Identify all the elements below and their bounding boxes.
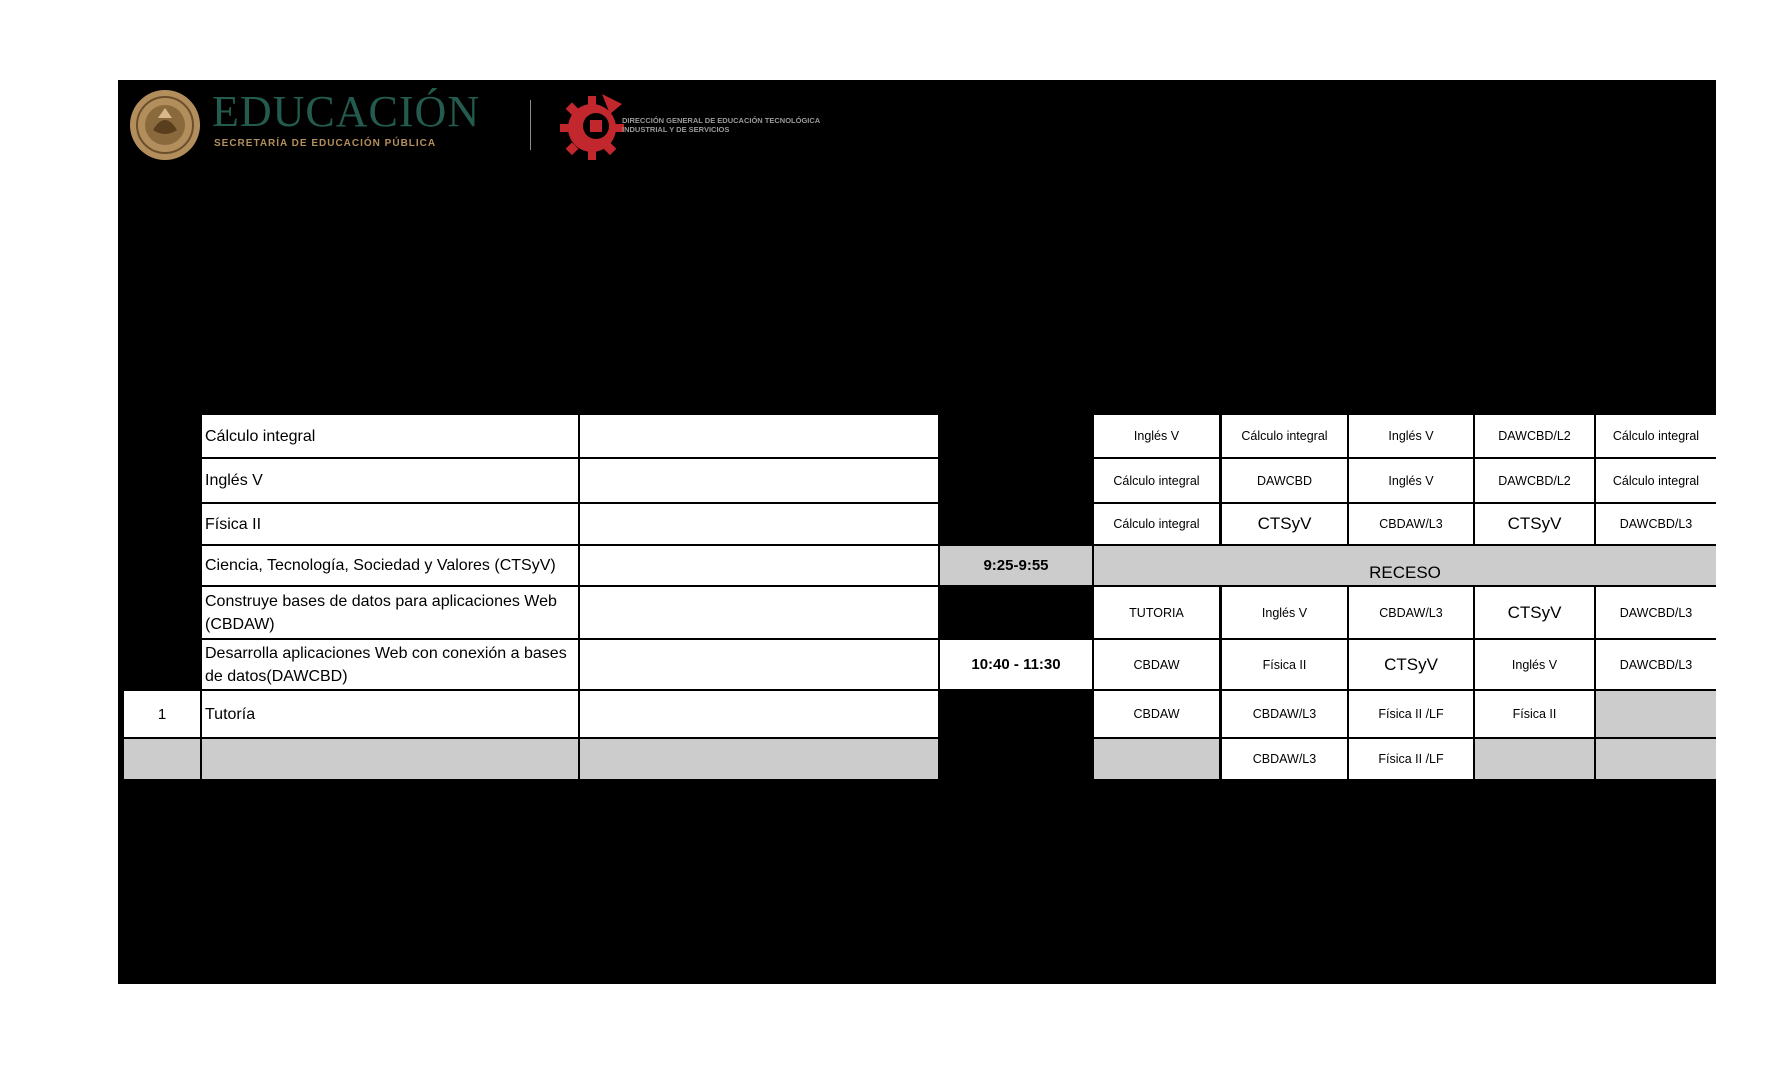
subject-teacher-cell [580,587,938,638]
schedule-cell [1475,739,1594,779]
schedule-cell: Física II /LF [1349,691,1473,737]
dgeti-gear-icon [560,90,626,160]
subject-teacher-cell [580,739,938,779]
subject-name: Tutoría [202,691,578,737]
schedule-cell: Inglés V [1349,459,1473,502]
schedule-cell: Física II [1222,640,1347,689]
schedule-cell: DAWCBD/L3 [1596,640,1716,689]
schedule-cell: Inglés V [1094,415,1219,457]
schedule-cell: Inglés V [1349,415,1473,457]
schedule-cell: Cálculo integral [1596,459,1716,502]
schedule-cell [1596,691,1716,737]
schedule-cell: CBDAW/L3 [1222,691,1347,737]
schedule-cell: Física II [1475,691,1594,737]
subject-teacher-cell [580,504,938,544]
schedule-cell [1596,739,1716,779]
subject-teacher-cell [580,640,938,689]
schedule-cell: CBDAW [1094,640,1219,689]
subject-name: Cálculo integral [202,415,578,457]
schedule-cell [1094,739,1219,779]
subject-name: Desarrolla aplicaciones Web con conexión a bases de datos(DAWCBD) [202,640,578,689]
schedule-cell: CTSyV [1475,587,1594,638]
schedule-cell: CBDAW/L3 [1222,739,1347,779]
time-slot: 9:25-9:55 [940,546,1092,585]
mexican-seal-icon [128,88,202,162]
educacion-logo-subtitle: SECRETARÍA DE EDUCACIÓN PÚBLICA [214,138,437,149]
schedule-cell: DAWCBD [1222,459,1347,502]
dgeti-logo-text: DIRECCIÓN GENERAL DE EDUCACIÓN TECNOLÓGICA INDUSTRIAL Y DE SERVICIOS [622,116,820,134]
subject-teacher-cell [580,415,938,457]
schedule-cell: Física II /LF [1349,739,1473,779]
subject-name: Física II [202,504,578,544]
subject-name: Inglés V [202,459,578,502]
subject-teacher-cell [580,546,938,585]
schedule-cell: Cálculo integral [1596,415,1716,457]
schedule-cell: CBDAW/L3 [1349,504,1473,544]
schedule-cell: DAWCBD/L2 [1475,459,1594,502]
educacion-logo-word: EDUCACIÓN [212,87,481,136]
schedule-cell: Cálculo integral [1094,459,1219,502]
subject-teacher-cell [580,691,938,737]
schedule-cell: CTSyV [1222,504,1347,544]
recess-banner: RECESO [1094,546,1716,585]
schedule-cell: CTSyV [1475,504,1594,544]
schedule-cell: CBDAW [1094,691,1219,737]
schedule-cell: Cálculo integral [1222,415,1347,457]
subject-number [124,739,200,779]
schedule-cell: CTSyV [1349,640,1473,689]
subject-teacher-cell [580,459,938,502]
schedule-cell: Inglés V [1222,587,1347,638]
schedule-cell: Inglés V [1475,640,1594,689]
schedule-cell: DAWCBD/L3 [1596,587,1716,638]
subject-name: Ciencia, Tecnología, Sociedad y Valores (CTSyV) [202,546,578,585]
subject-name: Construye bases de datos para aplicaciones Web (CBDAW) [202,587,578,638]
schedule-cell: DAWCBD/L3 [1596,504,1716,544]
time-slot: 10:40 - 11:30 [940,640,1092,689]
schedule-cell: DAWCBD/L2 [1475,415,1594,457]
subject-number: 1 [124,691,200,737]
schedule-cell: TUTORIA [1094,587,1219,638]
logo-divider [530,100,531,150]
schedule-cell: Cálculo integral [1094,504,1219,544]
subject-name [202,739,578,779]
schedule-cell: CBDAW/L3 [1349,587,1473,638]
